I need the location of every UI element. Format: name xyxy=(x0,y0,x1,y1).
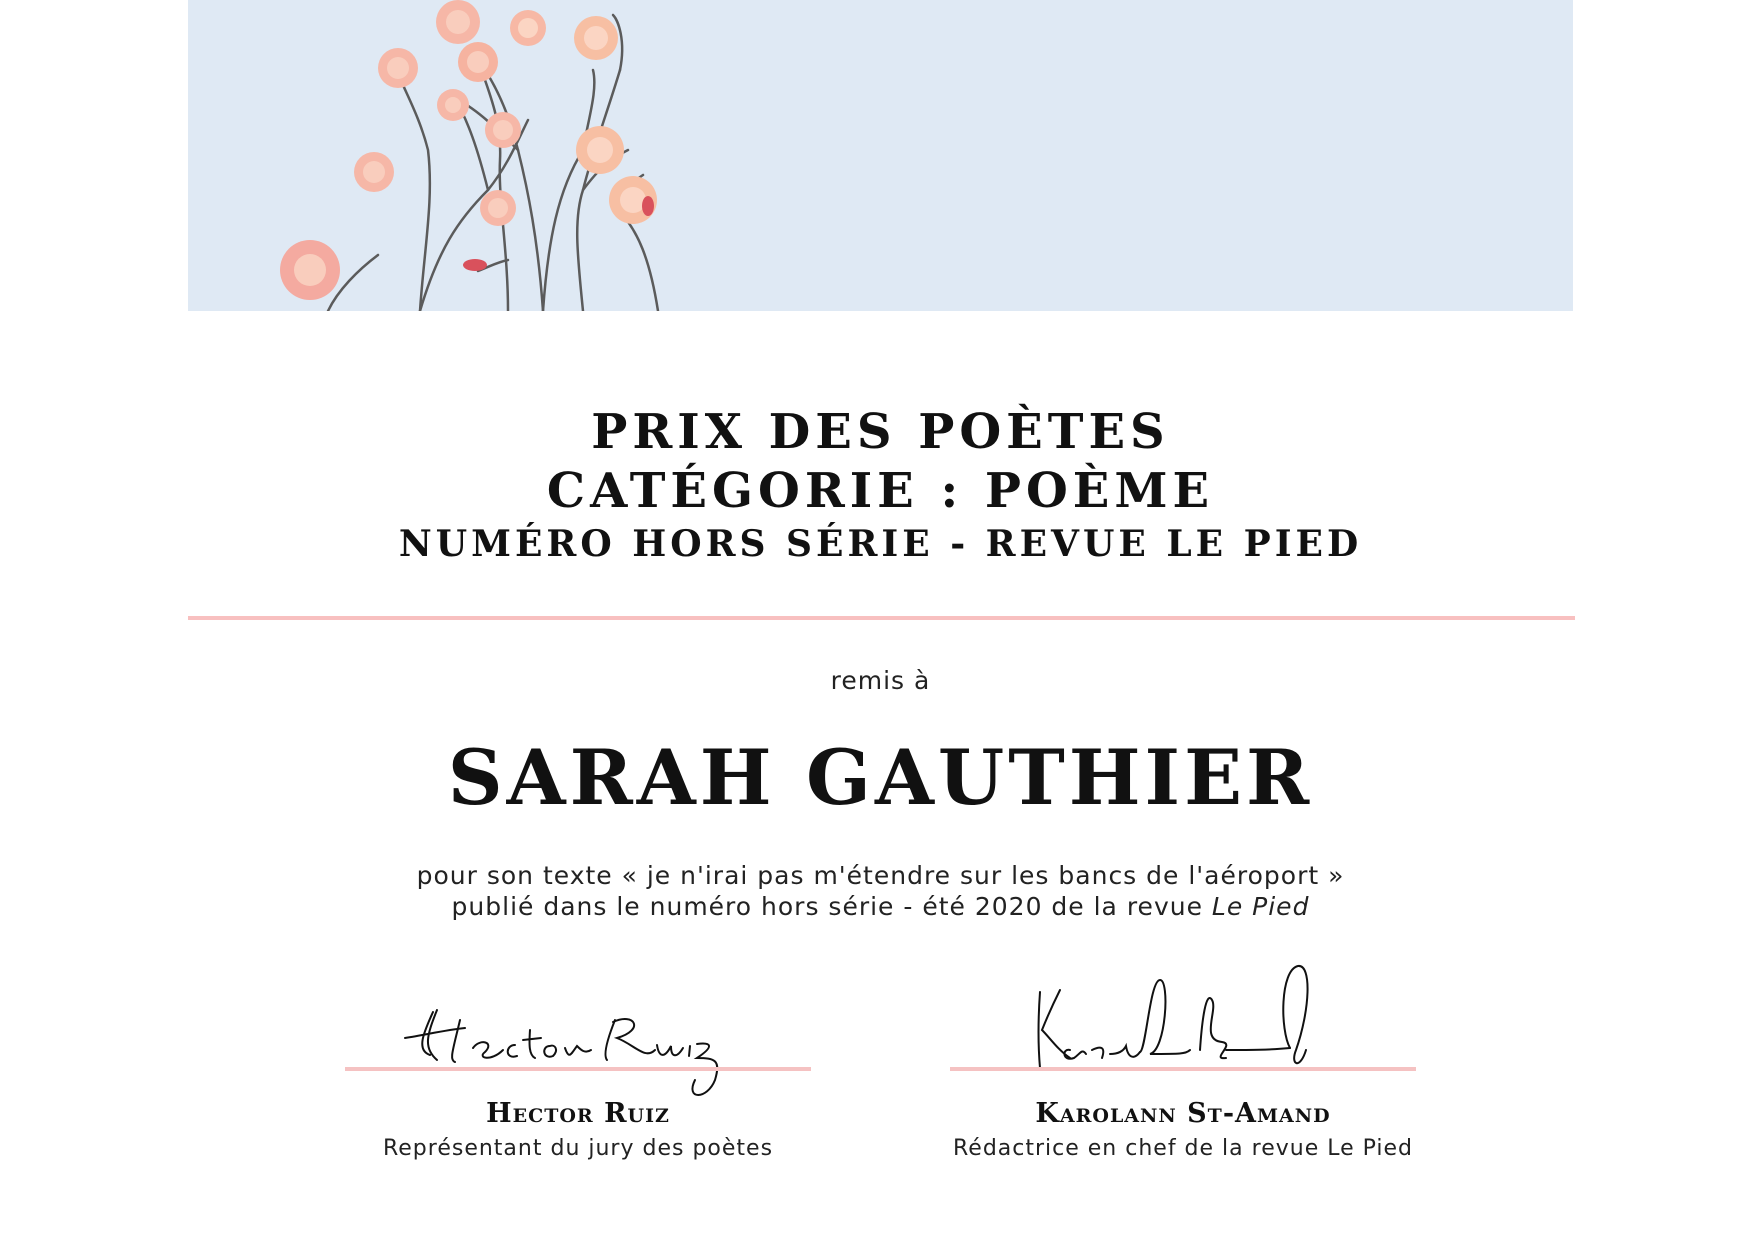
flower xyxy=(378,48,418,88)
signatory-name: Hector Ruiz xyxy=(486,1098,670,1129)
flower xyxy=(485,112,521,148)
signature-block-left xyxy=(345,950,811,1180)
flower xyxy=(576,126,624,174)
flower xyxy=(280,240,340,300)
flower xyxy=(436,0,480,44)
flower xyxy=(354,152,394,192)
signature-line xyxy=(950,1067,1416,1071)
flower xyxy=(480,190,516,226)
signatory-name: Karolann St-Amand xyxy=(1035,1098,1331,1129)
title-divider xyxy=(188,616,1575,620)
signature-karolann-st-amand xyxy=(950,950,1416,1100)
award-title: PRIX DES POÈTES xyxy=(591,404,1170,460)
floral-banner xyxy=(188,0,1573,311)
description-line-2 xyxy=(188,891,1573,922)
flower xyxy=(510,10,546,46)
signature-block-right xyxy=(950,950,1416,1180)
flower xyxy=(574,16,618,60)
recipient-name: SARAH GAUTHIER xyxy=(447,733,1314,822)
award-description xyxy=(188,860,1573,922)
presented-to-label: remis à xyxy=(830,666,931,695)
award-category: CATÉGORIE : POÈME xyxy=(546,463,1215,519)
description-line-1: pour son texte « je n'irai pas m'étendre sur les bancs de l'aéroport » xyxy=(416,861,1345,890)
magazine-title: Le Pied xyxy=(1211,892,1310,921)
flower-bud xyxy=(463,259,487,271)
signatory-role: Rédactrice en chef de la revue Le Pied xyxy=(952,1136,1414,1161)
signature-hector-ruiz xyxy=(345,950,811,1100)
signatory-role: Représentant du jury des poètes xyxy=(382,1136,774,1161)
flower xyxy=(437,89,469,121)
signature-line xyxy=(345,1067,811,1071)
award-subtitle: NUMÉRO HORS SÉRIE - REVUE LE PIED xyxy=(398,523,1363,565)
description-line-2-text: publié dans le numéro hors série - été 2020 de la revue xyxy=(451,892,1212,921)
flowers-illustration xyxy=(188,0,1573,311)
flower xyxy=(458,42,498,82)
award-title-block xyxy=(188,402,1573,568)
flower-bud xyxy=(642,196,654,216)
